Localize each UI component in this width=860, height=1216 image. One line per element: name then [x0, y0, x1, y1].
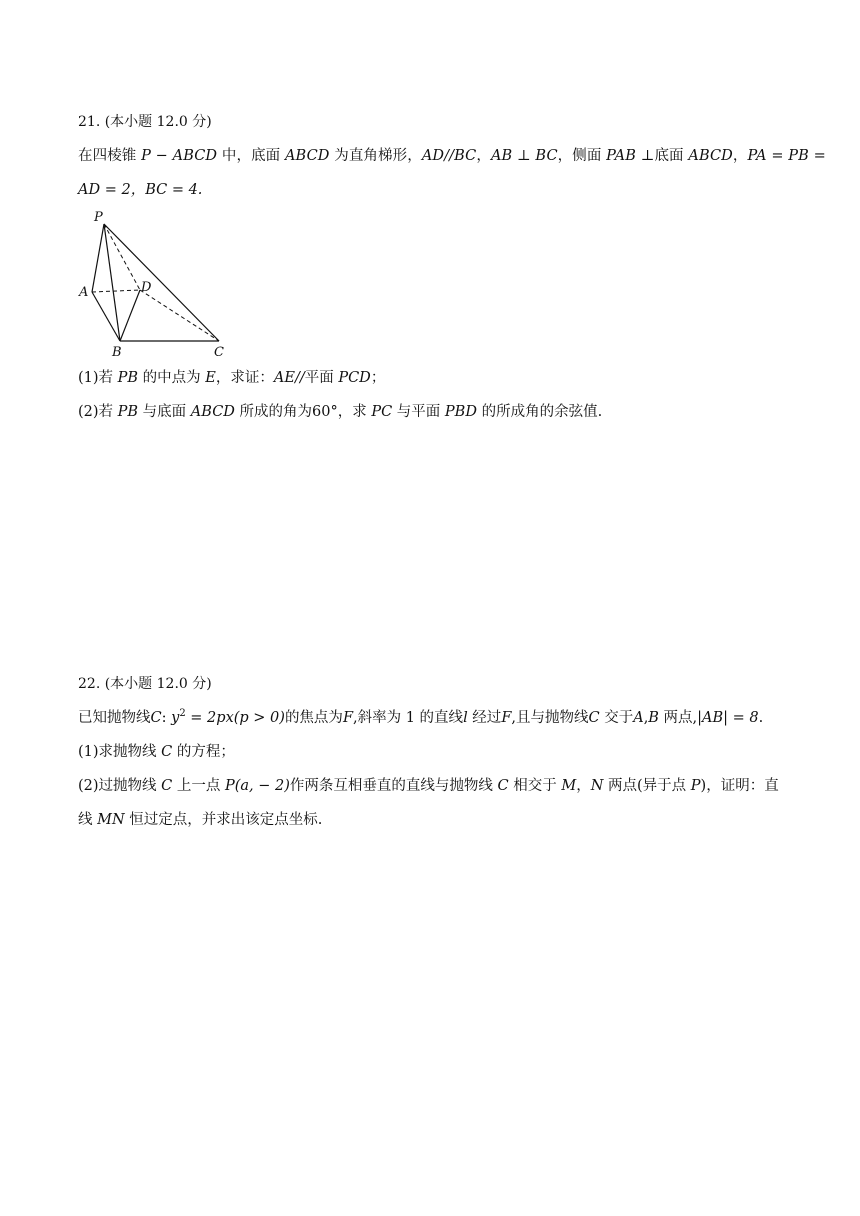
- q22-part1: (1)求抛物线 C 的方程；: [78, 744, 235, 760]
- q22-stem: 已知抛物线C: $y^2 = 2px(p > 0)$的焦点为F,斜率为 1 的直线l 经过F,且与抛物线C 交于A,B 两点,|AB| = 8.: [78, 708, 764, 726]
- label-a: A: [79, 285, 89, 300]
- edge-pd: [104, 224, 140, 290]
- q21-stem-line2: AD = 2，BC = 4.: [78, 182, 203, 198]
- q21-stem-line1: 在四棱锥 P − ABCD 中，底面 ABCD 为直角梯形，AD//BC，AB ⊥ BC，侧面 PAB ⊥底面 ABCD，PA = PB =: [78, 148, 826, 164]
- label-c: C: [214, 345, 224, 360]
- edge-dc: [140, 290, 219, 341]
- edge-pa: [92, 224, 104, 292]
- q21-part1: (1)若 PB 的中点为 E，求证：AE//平面 PCD；: [78, 370, 386, 386]
- q21-part2: (2)若 PB 与底面 ABCD 所成的角为60°，求 PC 与平面 PBD 的所成角的余弦值.: [78, 404, 603, 420]
- edge-bd: [120, 290, 140, 341]
- edge-ab: [92, 292, 120, 341]
- q22-part2-line1: (2)过抛物线 C 上一点 P(a, − 2)作两条互相垂直的直线与抛物线 C 相交于 M，N 两点(异于点 P)，证明：直: [78, 778, 779, 794]
- label-p: P: [94, 210, 103, 225]
- edge-ad: [92, 290, 140, 292]
- edge-pb: [104, 224, 120, 341]
- edge-pc: [104, 224, 219, 341]
- pyramid-figure: [76, 208, 236, 363]
- q21-header: 21. (本小题 12.0 分): [78, 114, 212, 130]
- q22-part2-line2: 线 MN 恒过定点，并求出该定点坐标.: [78, 812, 323, 828]
- label-d: D: [141, 280, 152, 295]
- label-b: B: [112, 345, 122, 360]
- q22-header: 22. (本小题 12.0 分): [78, 676, 212, 692]
